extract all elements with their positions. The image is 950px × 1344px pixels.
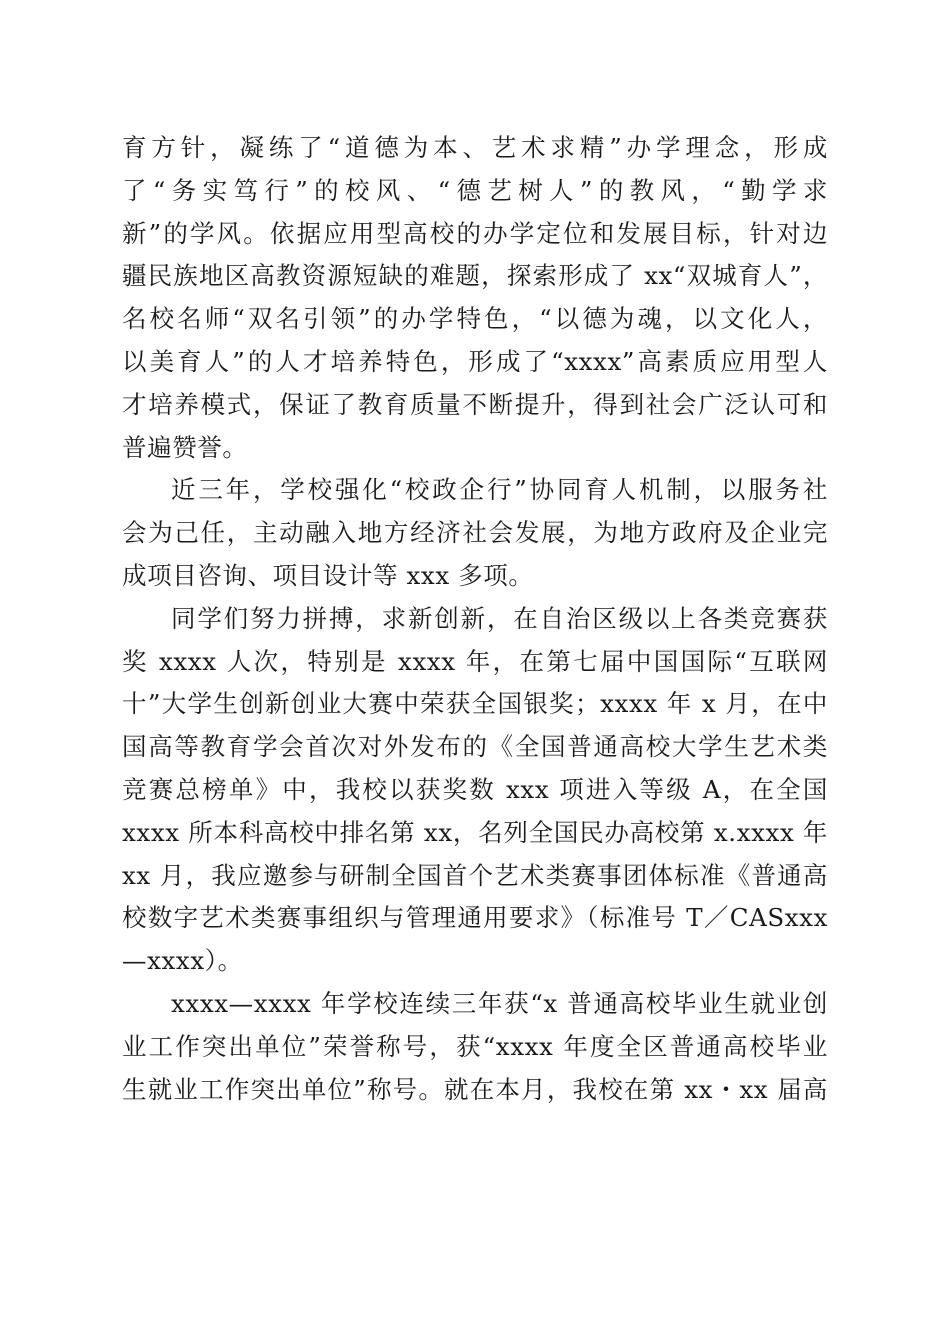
text-line: xxxx—xxxx 年学校连续三年获“x 普通高校毕业生就业创: [171, 988, 828, 1018]
text-line: 会为己任，主动融入地方经济社会发展，为地方政府及企业完: [122, 518, 828, 548]
text-line: 疆民族地区高教资源短缺的难题，探索形成了 xx“双城育人”，: [122, 261, 828, 291]
text-line: —xxxx）。: [122, 946, 243, 976]
text-line: xxxx 所本科高校中排名第 xx，名列全国民办高校第 x.xxxx 年: [122, 817, 828, 847]
text-line: 普遍赞誉。: [122, 432, 248, 462]
text-line: 了“务实笃行”的校风、“德艺树人”的教风，“勤学求: [122, 175, 828, 205]
text-line: 近三年，学校强化“校政企行”协同育人机制，以服务社: [171, 475, 828, 505]
text-line: 育方针，凝练了“道德为本、艺术求精”办学理念，形成: [122, 133, 828, 162]
text-line: 业工作突出单位”荣誉称号，获“xxxx 年度全区普通高校毕业: [122, 1031, 828, 1061]
text-line: 校数字艺术类赛事组织与管理通用要求》（标准号 T／CASxxx: [122, 903, 828, 933]
text-line: 十”大学生创新创业大赛中荣获全国银奖；xxxx 年 x 月，在中: [122, 689, 828, 719]
text-line: 同学们努力拼搏，求新创新，在自治区级以上各类竞赛获: [171, 603, 828, 633]
paragraph: [122, 127, 828, 469]
text-line: 生就业工作突出单位”称号。就在本月，我校在第 xx・xx 届高: [122, 1074, 828, 1104]
text-line: 名校名师“双名引领”的办学特色，“以德为魂，以文化人，: [122, 304, 828, 334]
text-line: 才培养模式，保证了教育质量不断提升，得到社会广泛认可和: [122, 389, 828, 419]
text-line: 成项目咨询、项目设计等 xxx 多项。: [122, 560, 534, 590]
text-line: xx 月，我应邀参与研制全国首个艺术类赛事团体标准《普通高: [122, 860, 828, 890]
text-line: 新”的学风。依据应用型高校的办学定位和发展目标，针对边: [122, 218, 828, 248]
text-line: 国高等教育学会首次对外发布的《全国普通高校大学生艺术类: [122, 732, 828, 762]
body-text: [122, 127, 828, 1111]
text-line: 奖 xxxx 人次，特别是 xxxx 年，在第七届中国国际“互联网: [122, 646, 828, 676]
paragraph: [122, 598, 828, 983]
text-line: 竞赛总榜单》中，我校以获奖数 xxx 项进入等级 A，在全国: [122, 774, 828, 804]
text-line: 以美育人”的人才培养特色，形成了“xxxx”高素质应用型人: [122, 346, 828, 376]
paragraph: [122, 983, 828, 1111]
paragraph: [122, 469, 828, 597]
